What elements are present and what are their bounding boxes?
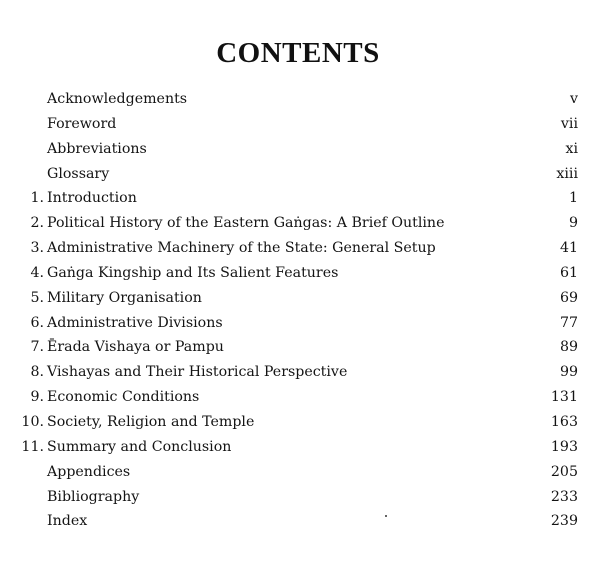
entry-title: Administrative Machinery of the State: General Setup: [47, 240, 436, 257]
page-number: 163: [550, 413, 578, 430]
chapter-number: [0, 460, 44, 485]
page-number: 131: [550, 389, 578, 406]
page-number: 205: [550, 463, 578, 480]
table-of-contents: [0, 87, 600, 534]
toc-entry-chapter-6[interactable]: [0, 311, 600, 336]
toc-entry-chapter-2[interactable]: [0, 211, 600, 236]
toc-entry-chapter-8[interactable]: [0, 360, 600, 385]
toc-entry-abbreviations[interactable]: [0, 137, 600, 162]
page-title: CONTENTS: [216, 37, 380, 70]
page-number: 233: [550, 488, 578, 505]
chapter-number: [0, 162, 44, 187]
chapter-number: 10.: [21, 413, 44, 430]
chapter-number: 4.: [30, 264, 44, 281]
entry-title: Appendices: [47, 463, 131, 480]
page-number: xiii: [556, 165, 578, 182]
toc-entry-chapter-5[interactable]: [0, 286, 600, 311]
page-number: 1: [568, 190, 578, 207]
entry-title: Introduction: [47, 190, 137, 207]
chapter-number: 8.: [30, 364, 44, 381]
entry-title: Summary and Conclusion: [47, 438, 232, 455]
toc-entry-glossary[interactable]: [0, 162, 600, 187]
entry-title: Foreword: [47, 115, 117, 132]
page-number: 193: [550, 438, 578, 455]
entry-title: Gaṅga Kingship and Its Salient Features: [47, 264, 339, 281]
toc-entry-chapter-9[interactable]: [0, 385, 600, 410]
chapter-number: 6.: [30, 314, 44, 331]
entry-title: Administrative Divisions: [47, 314, 223, 331]
toc-entry-chapter-1[interactable]: [0, 186, 600, 211]
toc-entry-index[interactable]: [0, 509, 600, 534]
entry-title: Military Organisation: [47, 289, 202, 306]
chapter-number: [0, 509, 44, 534]
entry-title: Glossary: [47, 165, 110, 182]
entry-title: Index: [47, 513, 88, 530]
toc-entry-bibliography[interactable]: [0, 485, 600, 510]
page-number: vii: [560, 115, 578, 132]
page-number: 69: [559, 289, 578, 306]
entry-title: Economic Conditions: [47, 389, 200, 406]
entry-title: Acknowledgements: [47, 91, 188, 107]
page-number: 99: [559, 364, 578, 381]
entry-title: Political History of the Eastern Gaṅgas: A Brief Outline: [47, 215, 445, 232]
toc-entry-chapter-7[interactable]: [0, 335, 600, 360]
chapter-number: 11.: [21, 438, 44, 455]
page-number: xi: [565, 140, 578, 157]
entry-title: Abbreviations: [47, 140, 147, 157]
entry-title: Ērada Vishaya or Pampu: [47, 339, 224, 356]
entry-title: Vishayas and Their Historical Perspective: [47, 364, 348, 381]
page-number: v: [569, 91, 578, 107]
toc-entry-chapter-3[interactable]: [0, 236, 600, 261]
toc-entry-acknowledgements[interactable]: [0, 87, 600, 112]
entry-title: Bibliography: [47, 488, 140, 505]
page-number: 9: [568, 215, 578, 232]
chapter-number: 1.: [30, 190, 44, 207]
chapter-number: 5.: [30, 289, 44, 306]
page-number: 41: [559, 240, 578, 257]
chapter-number: [0, 87, 44, 112]
print-speck: [385, 515, 387, 517]
page-number: 77: [559, 314, 578, 331]
page-number: 239: [550, 513, 578, 530]
chapter-number: 7.: [30, 339, 44, 356]
entry-title: Society, Religion and Temple: [47, 413, 255, 430]
toc-entry-chapter-4[interactable]: [0, 261, 600, 286]
page-number: 61: [559, 264, 578, 281]
toc-entry-appendices[interactable]: [0, 460, 600, 485]
chapter-number: 2.: [30, 215, 44, 232]
toc-entry-chapter-11[interactable]: [0, 435, 600, 460]
chapter-number: [0, 112, 44, 137]
toc-entry-chapter-10[interactable]: [0, 410, 600, 435]
chapter-number: [0, 485, 44, 510]
chapter-number: 3.: [30, 240, 44, 257]
toc-entry-foreword[interactable]: [0, 112, 600, 137]
chapter-number: 9.: [30, 389, 44, 406]
page-number: 89: [559, 339, 578, 356]
chapter-number: [0, 137, 44, 162]
